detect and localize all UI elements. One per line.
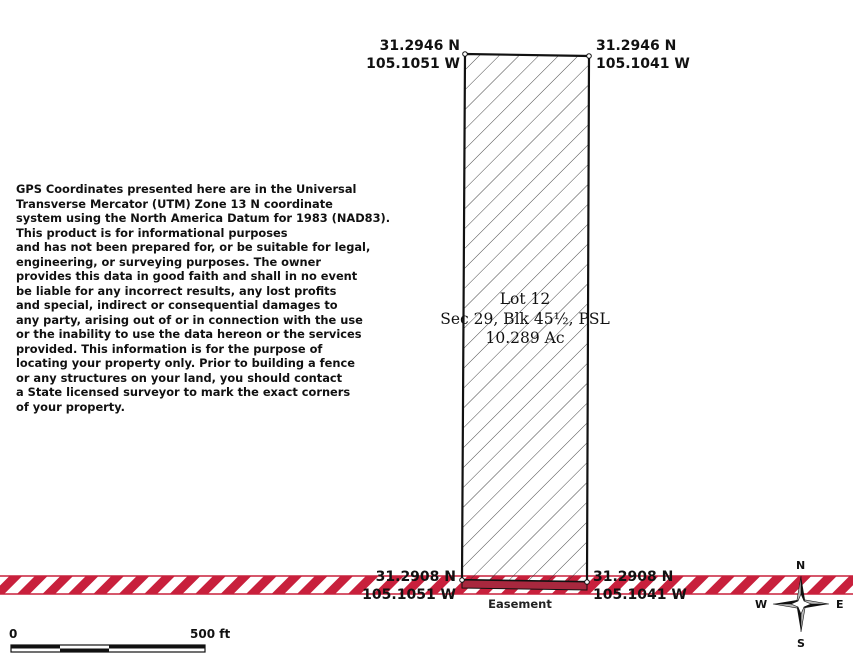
corner-label-bottom-left <box>296 568 456 604</box>
scale-end-label: 500 ft <box>190 627 231 641</box>
compass-east-label: E <box>836 598 844 611</box>
corner-lon: 105.1051 W <box>362 587 456 603</box>
corner-lat: 31.2908 N <box>593 569 674 585</box>
corner-lat: 31.2908 N <box>375 569 456 585</box>
corner-lon: 105.1041 W <box>596 56 690 72</box>
corner-marker-bottom-right <box>585 580 590 585</box>
corner-lon: 105.1051 W <box>366 56 460 72</box>
corner-lon: 105.1041 W <box>593 587 687 603</box>
corner-marker-top-right <box>587 54 592 59</box>
easement-strip <box>462 580 587 590</box>
compass-north-label: N <box>796 559 806 572</box>
easement-label: Easement <box>488 597 552 611</box>
corner-lat: 31.2946 N <box>596 38 677 54</box>
lot-acreage: 10.289 Ac <box>485 329 565 347</box>
scale-start-label: 0 <box>9 627 18 641</box>
corner-label-top-left <box>300 37 460 73</box>
lot-number: Lot 12 <box>499 290 551 308</box>
corner-marker-top-left <box>463 52 468 57</box>
lot-label <box>420 290 630 349</box>
corner-label-top-right <box>596 37 756 73</box>
corner-marker-bottom-left <box>460 578 465 583</box>
compass-south-label: S <box>797 637 805 650</box>
corner-lat: 31.2946 N <box>379 38 460 54</box>
lot-section: Sec 29, Blk 45½, PSL <box>440 309 610 328</box>
compass-west-label: W <box>755 598 768 611</box>
scale-bar <box>11 645 205 652</box>
corner-label-bottom-right <box>593 568 753 604</box>
disclaimer-text: GPS Coordinates presented here are in the Universal Transverse Mercator (UTM) Zone 13 N coordinate system using the North America Datum for 1983 (NAD83). This product is for informational purposes and has not been prepared for, or be suitable for legal, engineering, or surveying purposes. The owner provides this data in good faith and shall in no event be liable for any incorrect results, any lost profits and special, indirect or consequential damages to any party, arising out of or in connection with the use or the inability to use the data hereon or the services provided. This information is for the purpose of locating your property only. Prior to building a fence or any structures on your land, you should contact a State licensed surveyor to mark the exact corners of your property. <box>16 182 391 414</box>
